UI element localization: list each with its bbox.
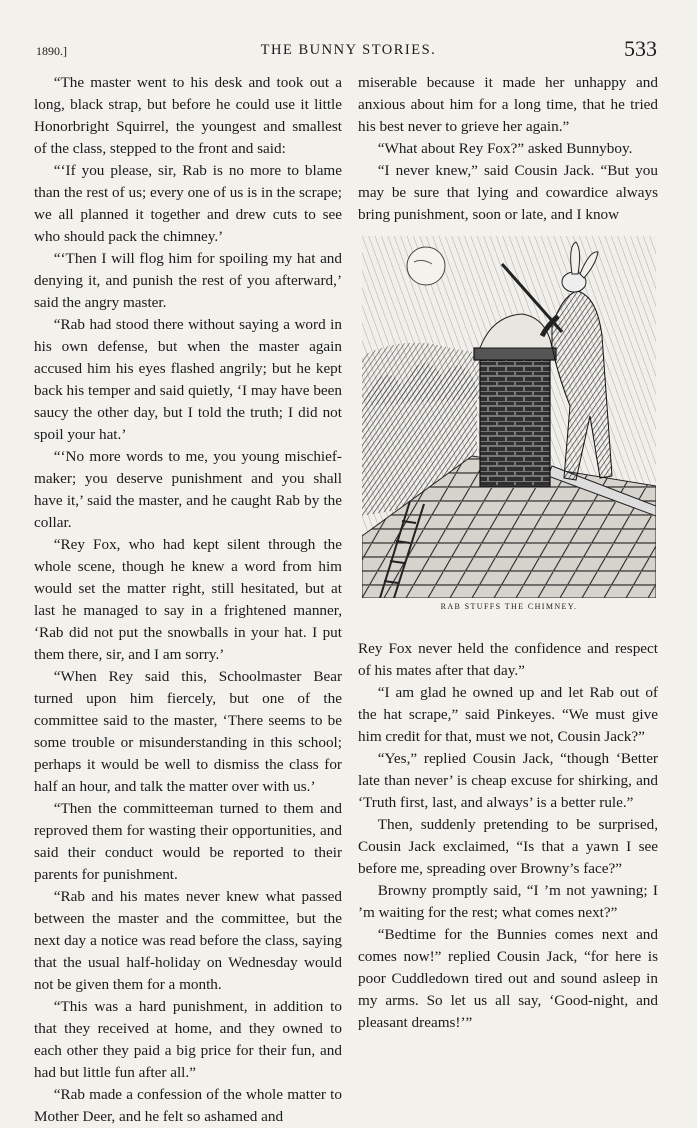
- paragraph: “I am glad he owned up and let Rab out of the hat scrape,” said Pinkeyes. “We must give him credit for that, must we not, Cousin Jack?”: [358, 684, 658, 745]
- paragraph: Then, suddenly pretending to be surprised, Cousin Jack exclaimed, “Is that a yawn I see before me, spreading over Browny’s face?”: [358, 816, 658, 877]
- right-column-top: [358, 72, 658, 226]
- page-header: [0, 38, 697, 68]
- paragraph: “Rey Fox, who had kept silent through the whole scene, though he knew a word from him would set the matter right, still hesitated, but at last he managed to say in a frightened manner, ‘Rab did not put the snowballs in your hat. I put them there, sir, and I am sorry.’: [34, 536, 342, 663]
- header-year: 1890.]: [36, 44, 67, 58]
- paragraph: “I never knew,” said Cousin Jack. “But you may be sure that lying and cowardice always bring punishment, soon or late, and I know: [358, 162, 658, 223]
- right-column-bottom: [358, 638, 658, 1034]
- running-title: THE BUNNY STORIES.: [260, 42, 437, 58]
- paragraph: “Yes,” replied Cousin Jack, “though ‘Better late than never’ is cheap excuse for shirking, and ‘Truth first, last, and always’ is a better rule.”: [358, 750, 658, 811]
- paragraph: “‘Then I will flog him for spoiling my hat and denying it, and punish the rest of you afterward,’ said the angry master.: [34, 250, 342, 311]
- paragraph: “This was a hard punishment, in addition to that they received at home, and they owned to each other they paid a big price for their fun, and had but little fun after all.”: [34, 998, 342, 1081]
- paragraph: “When Rey said this, Schoolmaster Bear turned upon him fiercely, but one of the committee said to the master, ‘There seems to be some trouble or misunderstanding in this school; perhaps it would be well to dismiss the class for half an hour, and talk the matter over with us.’: [34, 668, 342, 795]
- paragraph: “‘If you please, sir, Rab is no more to blame than the rest of us; every one of us is in the scrape; we all planned it together and drew cuts to see who should pack the chimney.’: [34, 162, 342, 245]
- paragraph: “Then the committeeman turned to them and reproved them for wasting their opportunities, and said their conduct would be reported to their parents for punishment.: [34, 800, 342, 883]
- paragraph: miserable because it made her unhappy and anxious about him for a long time, that he tried his best never to grieve her again.”: [358, 74, 658, 135]
- paragraph: “The master went to his desk and took out a long, black strap, but before he could use it little Honorbright Squirrel, the youngest and smallest of the class, stepped to the front and said:: [34, 74, 342, 157]
- paragraph: “Rab made a confession of the whole matter to Mother Deer, and he felt so ashamed and: [34, 1086, 342, 1125]
- illustration-caption: RAB STUFFS THE CHIMNEY.: [440, 602, 578, 611]
- paragraph: “Rab and his mates never knew what passed between the master and the committee, but the next day a notice was read before the class, saying that the usual half-holiday on Wednesday would not be given them for a month.: [34, 888, 342, 993]
- paragraph: “‘No more words to me, you young mischief-maker; you deserve punishment and you shall have it,’ said the master, and he caught Rab by the collar.: [34, 448, 342, 531]
- chimney-illustration: [362, 236, 656, 598]
- paragraph: “What about Rey Fox?” asked Bunnyboy.: [377, 140, 633, 157]
- page-number: 533: [624, 36, 657, 61]
- paragraph: Browny promptly said, “I ’m not yawning; I ’m waiting for the rest; what comes next?”: [358, 882, 658, 921]
- paragraph: “Rab had stood there without saying a word in his own defense, but when the master again accused him his eyes flashed angrily; but he kept back his temper and said quietly, ‘I may have been saucy the other day, but I told the truth; I did not spoil your hat.’: [34, 316, 342, 443]
- paragraph: Rey Fox never held the confidence and respect of his mates after that day.”: [358, 640, 658, 679]
- left-column: [34, 72, 342, 1128]
- paragraph: “Bedtime for the Bunnies comes next and comes now!” replied Cousin Jack, “for here is poor Cuddledown tired out and sound asleep in my arms. So let us all say, ‘Good-night, and pleasant dreams!’”: [358, 926, 658, 1031]
